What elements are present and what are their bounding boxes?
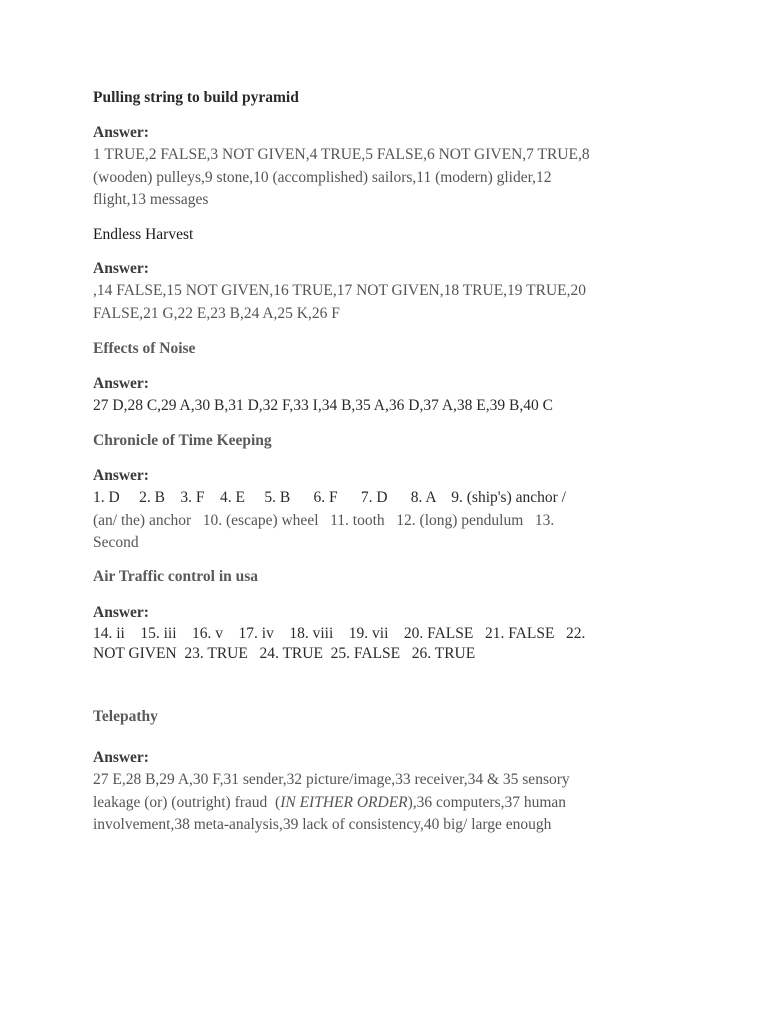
answer-line: 1. D 2. B 3. F 4. E 5. B 6. F 7. D 8. A 9. (ship's) anchor /: [93, 489, 566, 506]
answer-label: Answer:: [93, 260, 149, 277]
answer-line: FALSE,21 G,22 E,23 B,24 A,25 K,26 F: [93, 304, 340, 322]
answer-line: ,14 FALSE,15 NOT GIVEN,16 TRUE,17 NOT GIVEN,18 TRUE,19 TRUE,20: [93, 282, 586, 299]
emphasis-text: IN EITHER ORDER: [280, 793, 408, 811]
answer-label: Answer:: [93, 749, 149, 766]
answer-line: Second: [93, 534, 139, 551]
answer-line: [93, 792, 653, 815]
section-title: Effects of Noise: [93, 340, 196, 357]
section-title: Telepathy: [93, 708, 158, 725]
answer-line: 1 TRUE,2 FALSE,3 NOT GIVEN,4 TRUE,5 FALSE,6 NOT GIVEN,7 TRUE,8: [93, 146, 590, 163]
answer-block: [93, 465, 653, 555]
answer-label: Answer:: [93, 467, 149, 484]
answer-label: Answer:: [93, 604, 149, 621]
section-title: Pulling string to build pyramid: [93, 89, 299, 106]
answer-line: 27 D,28 C,29 A,30 B,31 D,32 F,33 I,34 B,35 A,36 D,37 A,38 E,39 B,40 C: [93, 397, 553, 414]
answer-line: NOT GIVEN 23. TRUE 24. TRUE 25. FALSE 26. TRUE: [93, 645, 476, 662]
answer-text: leakage (or) (outright) fraud (: [93, 793, 281, 811]
answer-label: Answer:: [93, 124, 149, 141]
answer-line: 14. ii 15. iii 16. v 17. iv 18. viii 19. vii 20. FALSE 21. FALSE 22.: [93, 625, 586, 642]
answer-block: [93, 373, 653, 418]
answer-block: [93, 122, 653, 212]
answer-line: involvement,38 meta-analysis,39 lack of consistency,40 big/ large enough: [93, 816, 552, 833]
answer-block: [93, 747, 653, 837]
section-title: Air Traffic control in usa: [93, 568, 259, 585]
answer-line: (an/ the) anchor 10. (escape) wheel 11. tooth 12. (long) pendulum 13.: [93, 511, 555, 529]
answer-line: (wooden) pulleys,9 stone,10 (accomplished) sailors,11 (modern) glider,12: [93, 168, 552, 186]
answer-block: [93, 602, 653, 664]
section-title: Endless Harvest: [93, 226, 194, 243]
answer-line: flight,13 messages: [93, 191, 209, 208]
section-title: Chronicle of Time Keeping: [93, 432, 272, 449]
answer-line: 27 E,28 B,29 A,30 F,31 sender,32 picture/image,33 receiver,34 & 35 sensory: [93, 771, 570, 788]
answer-label: Answer:: [93, 375, 149, 392]
answer-text: ),36 computers,37 human: [407, 793, 567, 811]
answer-block: [93, 258, 653, 325]
